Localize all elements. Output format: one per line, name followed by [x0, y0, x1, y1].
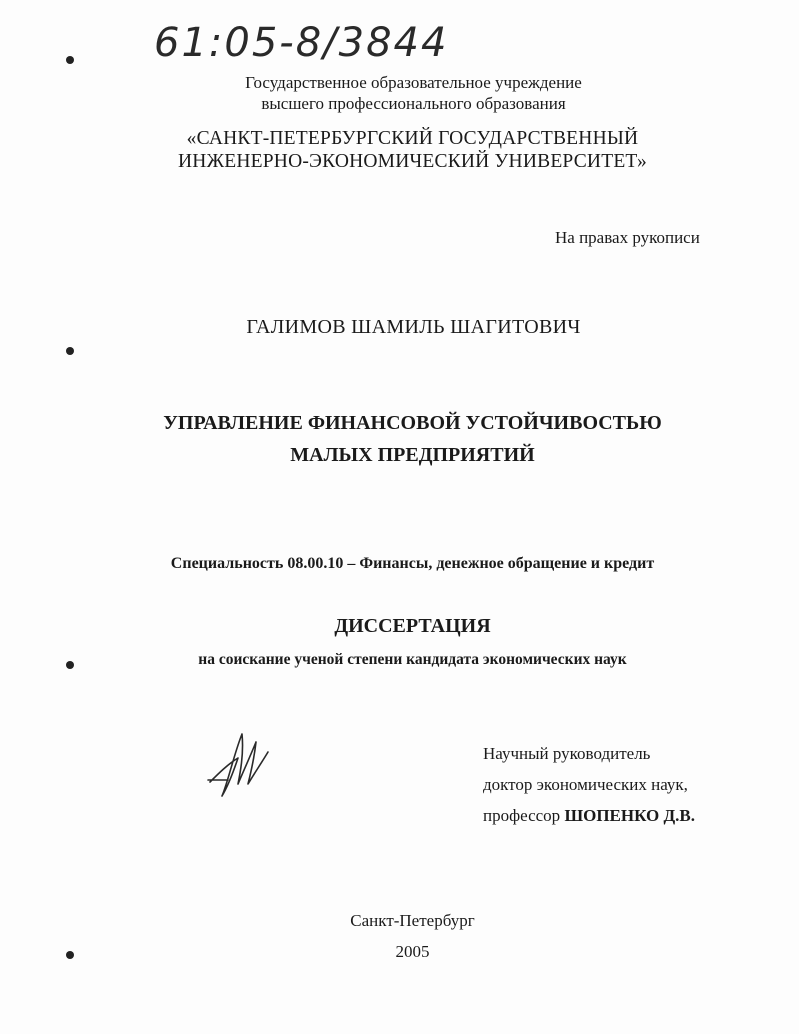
margin-dot — [66, 347, 74, 355]
university-line-2: ИНЖЕНЕРНО-ЭКОНОМИЧЕСКИЙ УНИВЕРСИТЕТ» — [178, 151, 647, 172]
city: Санкт-Петербург — [350, 911, 475, 930]
year: 2005 — [395, 942, 430, 961]
title-line-2: МАЛЫХ ПРЕДПРИЯТИЙ — [290, 444, 535, 466]
institution-line-2: высшего профессионального образования — [261, 94, 566, 113]
document-type: ДИССЕРТАЦИЯ — [334, 615, 491, 637]
degree-sought: на соискание ученой степени кандидата экономических наук — [198, 651, 627, 668]
advisor-block — [483, 738, 695, 831]
signature-mark — [198, 724, 278, 804]
advisor-title-line — [483, 800, 695, 831]
advisor-degree: доктор экономических наук, — [483, 775, 688, 794]
specialty: Специальность 08.00.10 – Финансы, денежное обращение и кредит — [170, 555, 655, 572]
advisor-name: ШОПЕНКО Д.В. — [564, 806, 696, 825]
institution-line-1: Государственное образовательное учреждение — [245, 73, 582, 92]
archive-stamp-text: 61:05-8/3844 — [154, 20, 449, 66]
manuscript-note: На правах рукописи — [555, 228, 700, 247]
handwritten-archive-number — [150, 10, 490, 70]
author-name: ГАЛИМОВ ШАМИЛЬ ШАГИТОВИЧ — [246, 316, 581, 338]
university-line-1: «САНКТ-ПЕТЕРБУРГСКИЙ ГОСУДАРСТВЕННЫЙ — [186, 128, 639, 149]
advisor-title-prefix: профессор — [483, 806, 561, 825]
margin-dot — [66, 56, 74, 64]
advisor-role: Научный руководитель — [483, 744, 651, 763]
title-line-1: УПРАВЛЕНИЕ ФИНАНСОВОЙ УСТОЙЧИВОСТЬЮ — [163, 412, 662, 434]
